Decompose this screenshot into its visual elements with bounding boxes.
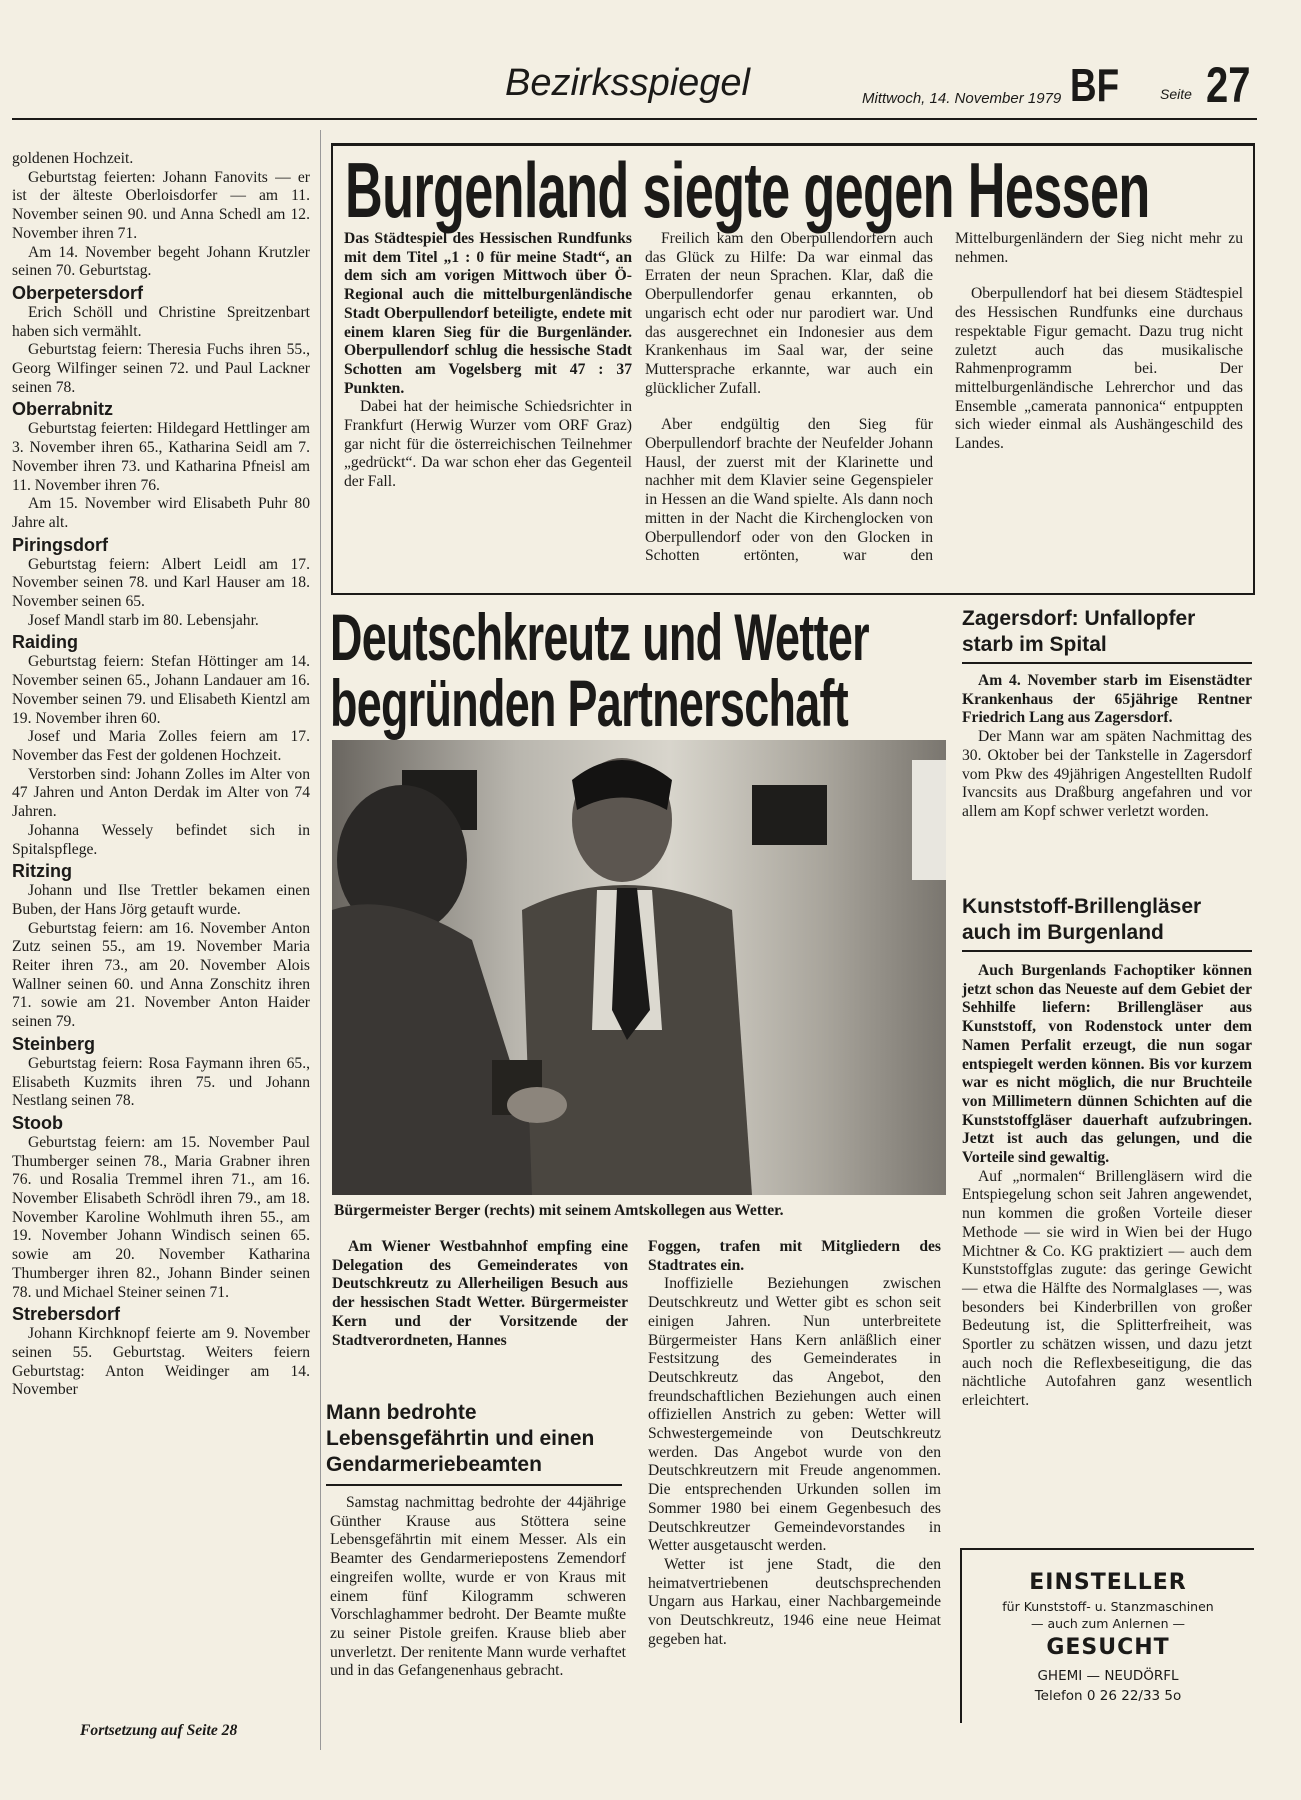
headline-brillen: Kunststoff-Brillengläser auch im Burgenland [962,895,1202,944]
photo-handshake [332,740,946,1195]
ad-title2: GESUCHT [1046,1635,1170,1660]
locality-heading: Strebersdorf [12,1304,121,1325]
page-label: Seite [1160,86,1192,102]
news-item: Am 15. November wird Elisabeth Puhr 80 Jahre alt. [12,495,310,531]
headline-underline [962,662,1252,664]
article-lead: Am 4. November starb im Eisenstädter Krankenhaus der 65jährige Rentner Friedrich Lang aus Zagersdorf. [962,672,1252,727]
mann-bedrohte-body [330,1494,626,1681]
news-item: Johanna Wessely befindet sich in Spitalspflege. [12,821,310,858]
news-item: Verstorben sind: Johann Zolles im Alter von 47 Jahren und Anton Derdak im Alter von 74 Jahren. [12,765,310,821]
news-item: goldenen Hochzeit. [12,150,134,167]
news-item: Geburtstag feiern: Albert Leidl am 17. November seinen 78. und Karl Hauser am 18. November seinen 65. [12,555,310,611]
ad-line1: für Kunststoff- u. Stanzmaschinen [1002,1599,1214,1614]
locality-heading: Raiding [12,632,78,653]
headline-underline [962,950,1252,952]
locality-heading: Ritzing [12,861,72,882]
ad-company: GHEMI — NEUDÖRFL [1037,1668,1179,1684]
news-item: Josef Mandl starb im 80. Lebensjahr. [28,611,259,629]
article-paragraph: Freilich kam den Oberpullendorfern auch das Glück zu Hilfe: Da war einmal das Erraten der neun Sprachen. Klar, daß die Oberpullendorfer genau erkannten, ob ungarisch echt oder nur parodiert war. Und das ausgerechnet ein Indonesier aus dem Krankenhaus im Saal war, der seine Muttersprache erkannte, war auch ein glücklicher Zufall. [645,230,933,397]
headline-deutschkreutz-line2: begründen Partnerschaft [330,666,849,740]
page-number: 27 [1206,57,1251,113]
headline-mann-bedrohte: Mann bedrohte Lebensgefährtin und einen Gendarmeriebeamten [326,1401,595,1476]
burgenland-col-1 [344,230,632,492]
headline-underline [326,1484,622,1486]
ad-phone: Telefon 0 26 22/33 5o [1034,1688,1182,1704]
locality-heading: Oberpetersdorf [12,282,144,303]
article-paragraph: Der Mann war am späten Nachmittag des 30. Oktober bei der Tankstelle in Zagersdorf vom Pkw des 49jährigen Angestellten Rudolf Ivancsits aus Draßburg angefahren und vor allem am Kopf schwer verletzt worden. [962,728,1252,820]
headline-deutschkreutz-line1: Deutschkreutz und Wetter [330,600,869,674]
article-lead: Auch Burgenlands Fachoptiker können jetzt schon das Neueste auf dem Gebiet der Sehhilfe liefern: Brillengläser aus Kunststoff, von Rodenstock unter dem Namen Perfalit erzeugt, die nun sogar entspiegelt werden können. Bis vor kurzem war es nicht möglich, die nur Bruchteile von Millimetern dünnen Schichten auf die Kunststoffgläser dauerhaft aufzubringen. Jetzt ist auch das gelungen, und die Vorteile sind gewaltig. [962,962,1252,1167]
ad-line2: — auch zum Anlernen — [1030,1616,1186,1631]
locality-heading: Steinberg [12,1033,96,1054]
left-column-local-news [12,150,310,1725]
burgenland-col-2-3 [645,230,1243,588]
article-paragraph: Aber endgültig den Sieg für Oberpullendorf brachte der Neufelder Johann Hausl, der zuerst mit der Klarinette und nachher mit dem Klavier seine Gegenspieler in Hessen an die Wand spielte. Als dann noch mitten in der Nacht die Kirchenglocken von Oberpullendorf oder von den Glocken in Schotten ertönten, war den Mittelburgenländern der Sieg nicht mehr zu nehmen. [645,230,1243,565]
locality-heading: Piringsdorf [12,534,109,555]
news-item: Geburtstag feiern: Theresia Fuchs ihren 55., Georg Wilfinger seinen 72. und Paul Lackner seinen 78. [12,341,310,396]
job-advertisement [960,1548,1254,1723]
deutschkreutz-col-2 [648,1238,941,1649]
news-item: Johann Kirchknopf feierte am 9. November seinen 55. Geburtstag. Weiters feiern Geburtstag: Anton Weidinger am 14. November [12,1325,310,1399]
newspaper-logo: BF [1070,59,1120,111]
headline-burgenland: Burgenland siegte gegen Hessen [345,146,1150,234]
news-item: Geburtstag feierten: Hildegard Hettlinger am 3. November ihren 65., Katharina Seidl am 7. November ihren 73. und Katharina Pfneisl am 11. November ihren 76. [12,420,310,494]
headline-zagersdorf: Zagersdorf: Unfallopfer starb im Spital [962,607,1196,656]
article-lead: Das Städtespiel des Hessischen Rundfunks mit dem Titel „1 : 0 für meine Stadt“, an dem sich am vorigen Mittwoch über Ö-Regional auch die mittelburgenländische Stadt Oberpullendorf beteiligte, endete mit einem klaren Sieg für die Burgenländer. Oberpullendorf schlug die hessische Stadt Schotten am Vogelsberg mit 47 : 37 Punkten. [344,230,632,397]
locality-heading: Stoob [12,1112,63,1133]
header-rule [12,118,1257,120]
locality-heading: Oberrabnitz [12,399,114,420]
article-paragraph: Inoffizielle Beziehungen zwischen Deutschkreutz und Wetter gibt es schon seit einigen Jahren. Nun unterbreitete Bürgermeister Hans Kern anläßlich einer Festsitzung des Gemeinderates in Deutschkreutz das Angebot, den freundschaftlichen Beziehungen auch einen offiziellen Anstrich zu geben: Wetter will Schwestergemeinde von Deutschkreutz werden. Das Angebot wurde von den Deutschkreutzern mit Freude angenommen. Die entsprechenden Urkunden sollen im Sommer 1980 bei einem Gegenbesuch des Deutschkreutzer Gemeindevorstandes in Wetter ausgetauscht werden. [648,1275,941,1555]
deutschkreutz-col-1 [332,1238,628,1350]
continuation-note: Fortsetzung auf Seite 28 [80,1722,238,1739]
photo-image [332,740,946,1195]
news-item: Am 14. November begeht Johann Krutzler seinen 70. Geburtstag. [12,243,310,280]
news-item: Geburtstag feiern: am 15. November Paul Thumberger seinen 78., Maria Grabner ihren 76. und Rosalia Tremmel ihren 71., am 16. November Elisabeth Schrödl ihren 79., am 18. November Karoline Wohlmuth ihren 55., am 19. November Johann Windisch seinen 65. sowie am 20. November Katharina Thumberger ihren 82., Johann Binder seinen 78. und Michael Steiner seinen 71. [12,1133,310,1301]
brillen-body [962,962,1252,1411]
photo-caption: Bürgermeister Berger (rechts) mit seinem Amtskollegen aus Wetter. [334,1202,784,1219]
article-lead: Am Wiener Westbahnhof empfing eine Delegation des Gemeinderates von Deutschkreutz zu Allerheiligen Besuch aus der hessischen Stadt Wetter. Bürgermeister Kern und der Vorsitzende der Stadtverordneten, Hannes [332,1238,628,1349]
section-title: Bezirksspiegel [505,62,750,104]
article-lead: Foggen, trafen mit Mitgliedern des Stadtrates ein. [648,1238,941,1274]
article-paragraph: Wetter ist jene Stadt, die den heimatvertriebenen deutschsprechenden Ungarn aus Harkau, einer Nachbargemeinde von Deutschkreutz, 1946 eine neue Heimat gegeben hat. [648,1555,941,1648]
issue-date: Mittwoch, 14. November 1979 [862,90,1062,107]
news-item: Josef und Maria Zolles feiern am 17. November das Fest der goldenen Hochzeit. [12,728,310,764]
column-divider [320,130,321,1750]
news-item: Geburtstag feiern: am 16. November Anton Zutz seinen 55., am 19. November Maria Reiter ihren 73., am 20. November Alois Wallner seinen 60. und Anna Zonschitz ihren 71. sowie am 21. November Anton Haider seinen 79. [12,919,310,1031]
article-paragraph: Oberpullendorf hat bei diesem Städtespiel des Hessischen Rundfunks eine durchaus respektable Figur gemacht. Dazu trug nicht zuletzt auch das musikalische Rahmenprogramm bei. Der mittelburgenländische Lehrerchor und das Ensemble „camerata pannonica“ entpuppten sich wieder einmal als Aushängeschild des Landes. [955,285,1243,453]
zagersdorf-body [962,672,1252,822]
article-paragraph: Auf „normalen“ Brillengläsern wird die Entspiegelung schon seit Jahren angewendet, nun kommen die großen Vorteile dieser Methode — sie wird in Wien bei der Hugo Michtner & Co. KG praktiziert — auch dem Kunststoffglas zugute: das geringe Gewicht — etwa die Hälfte des Normalglases —, was besonders bei Kinderbrillen von großer Bedeutung ist, die Splitterfreiheit, was Sportler zu schätzen wissen, und dazu jetzt auch noch die Reflexbeseitigung, die das nächtliche Autofahren ganz wesentlich erleichtert. [962,1167,1252,1410]
news-item: Geburtstag feiern: Rosa Faymann ihren 65., Elisabeth Kuzmits ihren 75. und Johann Nestlang seinen 78. [12,1054,310,1110]
news-item: Erich Schöll und Christine Spreitzenbart haben sich vermählt. [12,303,310,340]
news-item: Johann und Ilse Trettler bekamen einen Buben, der Hans Jörg getauft wurde. [12,882,310,918]
article-paragraph: Samstag nachmittag bedrohte der 44jährige Günther Krause aus Stöttera seine Lebensgefährtin mit einem Messer. Als ein Beamter des Gendarmeriepostens Zemendorf eingreifen wollte, wurde er von Kraus mit einem fünf Kilogramm schweren Vorschlaghammer bedroht. Der Beamte mußte zu seiner Pistole greifen. Krause blieb aber unverletzt. Der renitente Mann wurde verhaftet und in das Gefangenenhaus gebracht. [330,1494,626,1680]
news-item: Geburtstag feiern: Stefan Höttinger am 14. November seinen 65., Johann Landauer am 16. November seinen 79. und Elisabeth Kientzl am 19. November ihren 60. [12,653,310,727]
news-item: Geburtstag feierten: Johann Fanovits — er ist der älteste Oberloisdorfer — am 11. November seinen 90. und Anna Schedl am 12. November ihren 71. [12,168,310,242]
ad-title: EINSTELLER [1029,1570,1187,1595]
article-paragraph: Dabei hat der heimische Schiedsrichter in Frankfurt (Herwig Wurzer vom ORF Graz) gar nicht für die österreichischen Teilnehmer „gedrückt“. Da war schon eher das Gegenteil der Fall. [344,398,632,491]
